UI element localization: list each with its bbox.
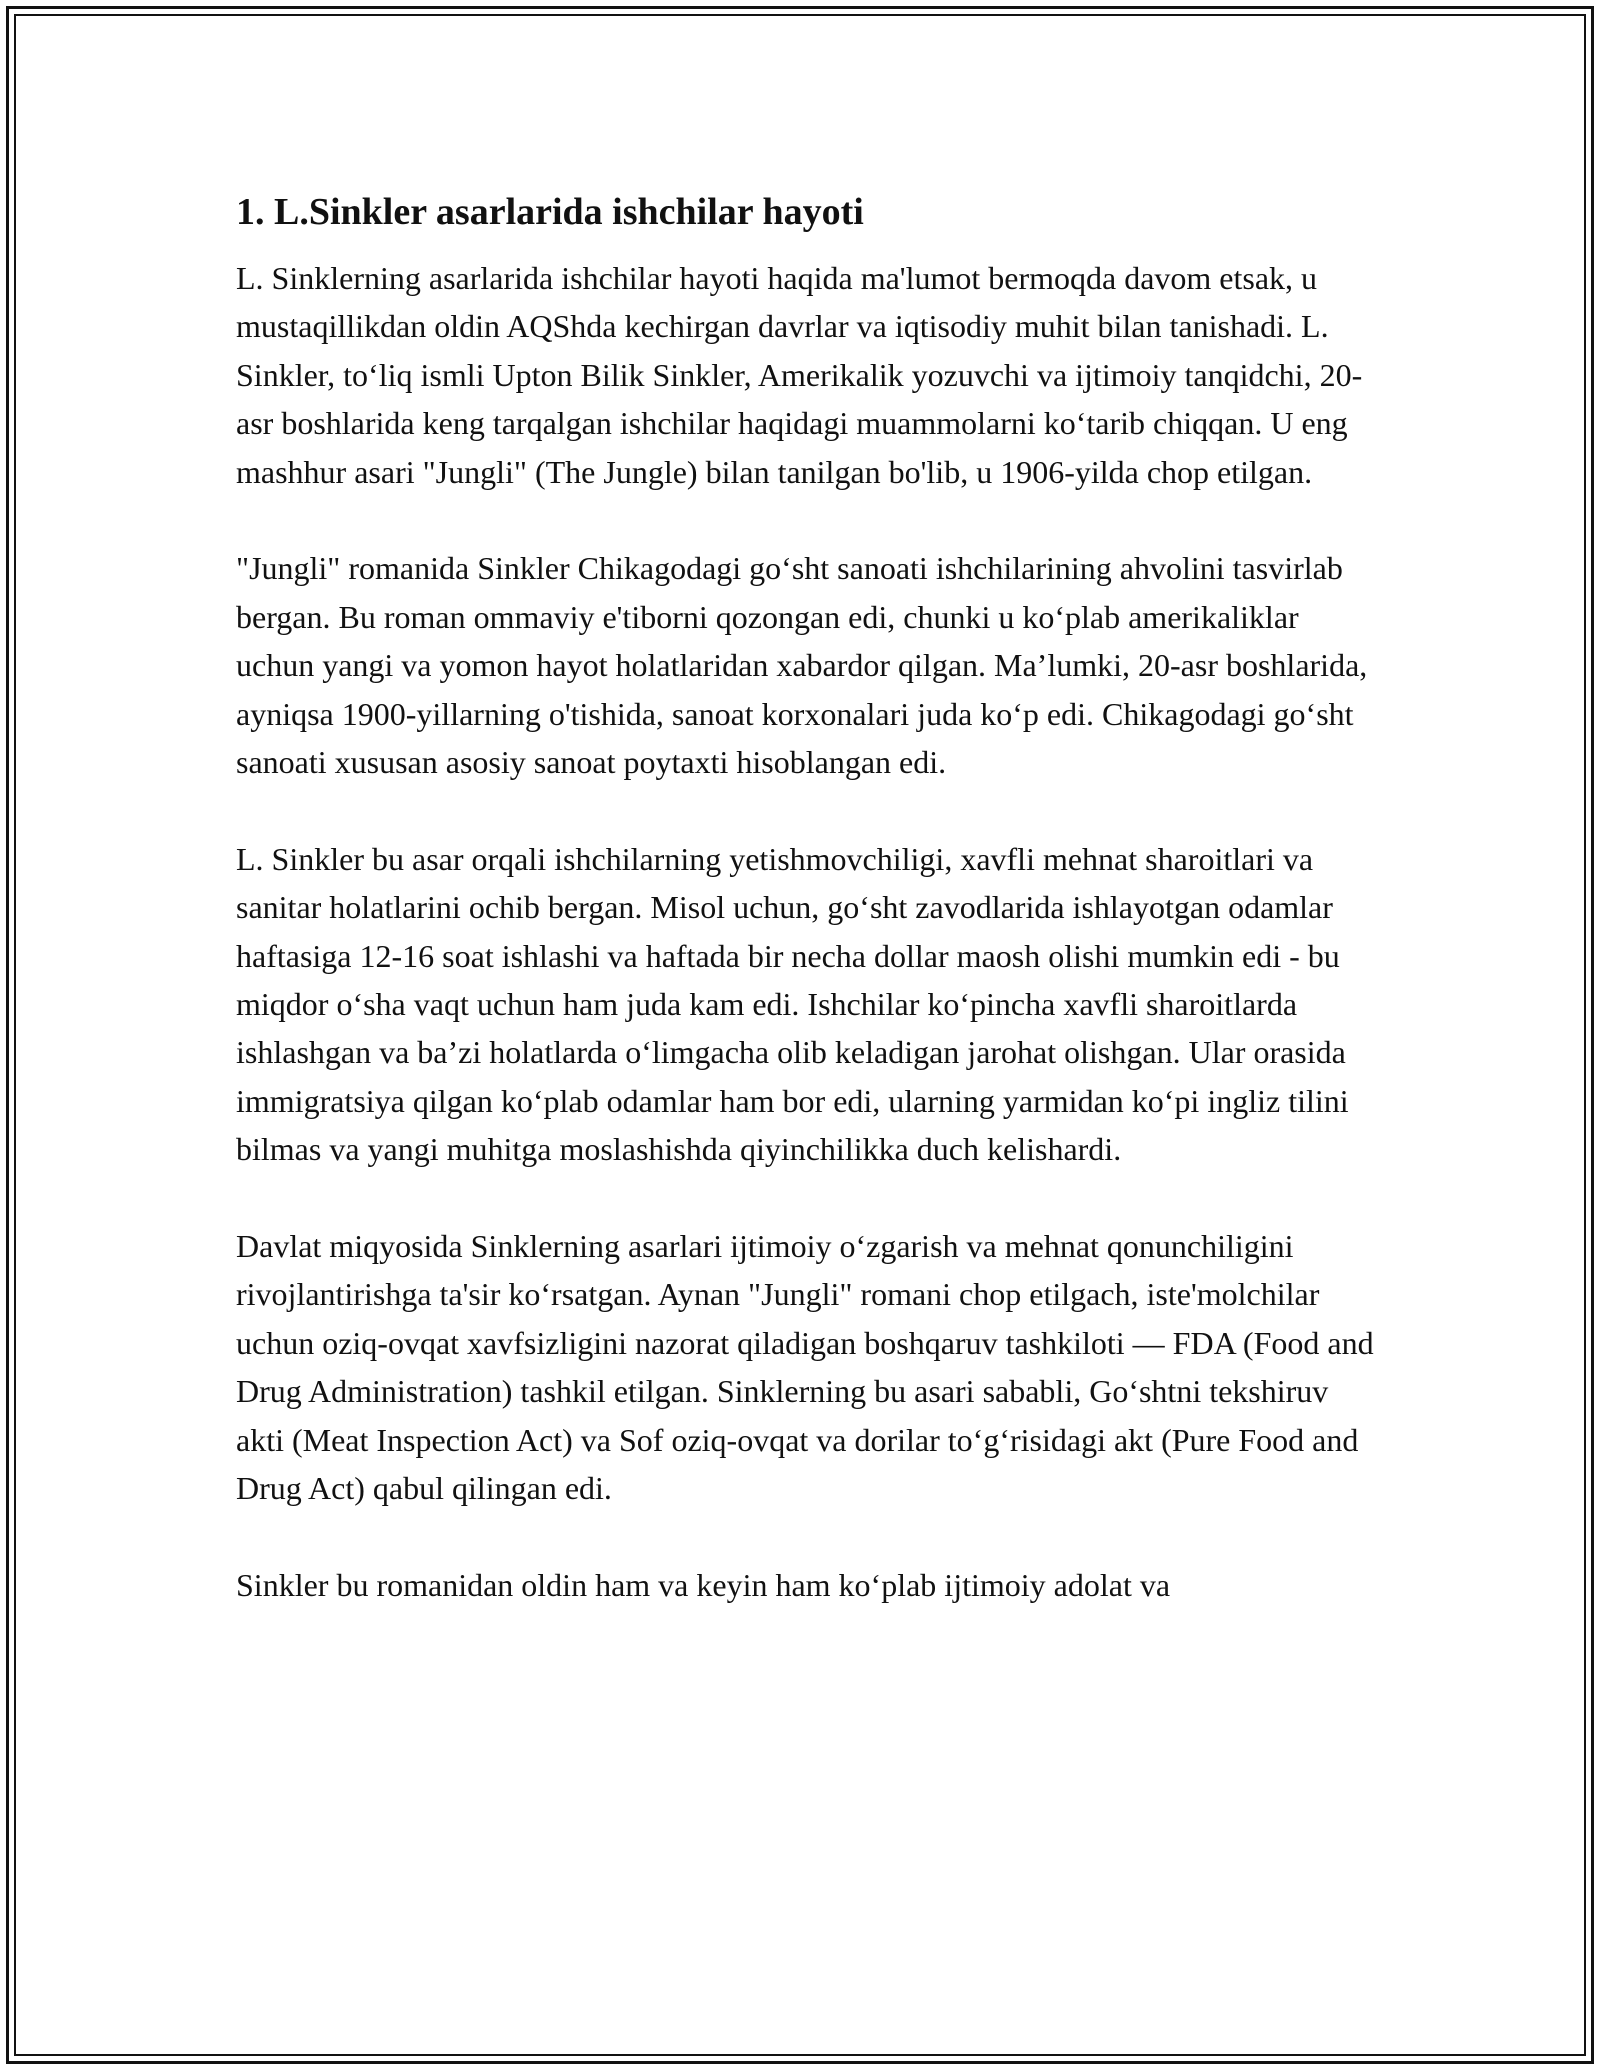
- document-body: [236, 186, 1376, 1609]
- paragraph-3: L. Sinkler bu asar orqali ishchilarning yetishmovchiligi, xavfli mehnat sharoitlari va sanitar holatlarini ochib bergan. Misol uchun, go‘sht zavodlarida ishlayotgan odamlar haftasiga 12-16 soat ishlashi va haftada bir necha dollar maosh olishi mumkin edi - bu miqdor o‘sha vaqt uchun ham juda kam edi. Ishchilar ko‘pincha xavfli sharoitlarda ishlashgan va ba’zi holatlarda o‘limgacha olib keladigan jarohat olishgan. Ular orasida immigratsiya qilgan ko‘plab odamlar ham bor edi, ularning yarmidan ko‘pi ingliz tilini bilmas va yangi muhitga moslashishda qiyinchilikka duch kelishardi.: [236, 840, 1349, 1168]
- paragraph-2: "Jungli" romanida Sinkler Chikagodagi go‘sht sanoati ishchilarining ahvolini tasvirlab bergan. Bu roman ommaviy e'tiborni qozongan edi, chunki u ko‘plab amerikaliklar uchun yangi va yomon hayot holatlaridan xabardor qilgan. Ma’lumki, 20-asr boshlarida, ayniqsa 1900-yillarning o'tishida, sanoat korxonalari juda ko‘p edi. Chikagodagi go‘sht sanoati xususan asosiy sanoat poytaxti hisoblangan edi.: [236, 550, 1368, 781]
- paragraph-1: L. Sinklerning asarlarida ishchilar hayoti haqida ma'lumot bermoqda davom etsak, u mustaqillikdan oldin AQShda kechirgan davrlar va iqtisodiy muhit bilan tanishadi. L. Sinkler, to‘liq ismli Upton Bilik Sinkler, Amerikalik yozuvchi va ijtimoiy tanqidchi, 20-asr boshlarida keng tarqalgan ishchilar haqidagi muammolarni ko‘tarib chiqqan. U eng mashhur asari "Jungli" (The Jungle) bilan tanilgan bo'lib, u 1906-yilda chop etilgan.: [236, 260, 1363, 490]
- paragraph-5: Sinkler bu romanidan oldin ham va keyin ham ko‘plab ijtimoiy adolat va: [236, 1566, 1171, 1603]
- paragraph-4: Davlat miqyosida Sinklerning asarlari ijtimoiy o‘zgarish va mehnat qonunchiligini rivojlantirishga ta'sir ko‘rsatgan. Aynan "Jungli" romani chop etilgach, iste'molchilar uchun oziq-ovqat xavfsizligini nazorat qiladigan boshqaruv tashkiloti — FDA (Food and Drug Administration) tashkil etilgan. Sinklerning bu asari sababli, Go‘shtni tekshiruv akti (Meat Inspection Act) va Sof oziq-ovqat va dorilar to‘g‘risidagi akt (Pure Food and Drug Act) qabul qilingan edi.: [236, 1228, 1374, 1507]
- document-title: 1. L.Sinkler asarlarida ishchilar hayoti: [236, 191, 864, 233]
